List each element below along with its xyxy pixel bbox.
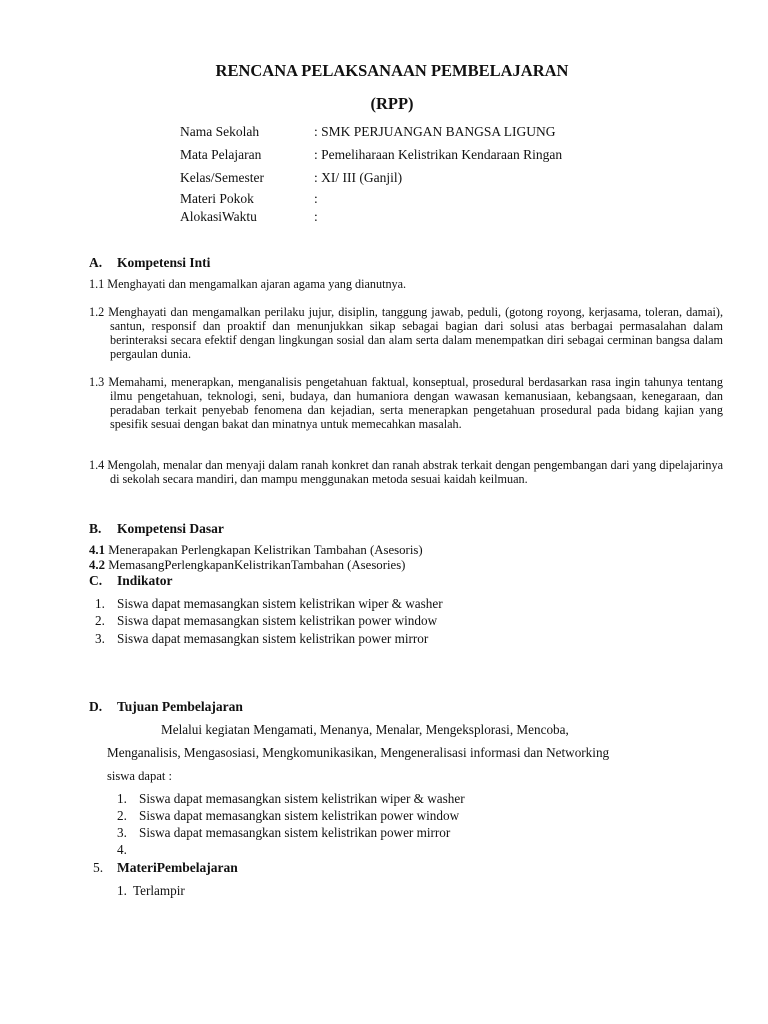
identity-label: Mata Pelajaran — [180, 147, 262, 162]
indicator-number: 2. — [95, 613, 105, 628]
kd-item-number: 4.1 — [89, 543, 105, 557]
indicator-text: Siswa dapat memasangkan sistem kelistrikan power window — [117, 613, 438, 628]
identity-label: Nama Sekolah — [180, 124, 260, 139]
identity-label: Kelas/Semester — [180, 170, 264, 185]
ki-item — [89, 375, 723, 431]
ki-item — [89, 277, 723, 291]
section-d-letter: D. — [89, 699, 103, 714]
section-5-heading: MateriPembelajaran — [117, 860, 238, 875]
ki-item-text: 1.1 Menghayati dan mengamalkan ajaran agama yang dianutnya. — [89, 277, 407, 291]
tujuan-text: Siswa dapat memasangkan sistem kelistrikan power window — [139, 808, 460, 823]
identity-value: : SMK PERJUANGAN BANGSA LIGUNG — [314, 124, 556, 139]
indicator-number: 1. — [95, 596, 105, 611]
tujuan-intro-line: siswa dapat : — [107, 769, 173, 783]
section-b-heading: Kompetensi Dasar — [117, 521, 224, 536]
ki-item — [89, 458, 723, 486]
section-c-heading: Indikator — [117, 573, 173, 588]
materi-text: Terlampir — [133, 883, 185, 898]
materi-number: 1. — [117, 883, 127, 898]
identity-value: : XI/ III (Ganjil) — [314, 170, 403, 185]
tujuan-intro-line: Menganalisis, Mengasosiasi, Mengkomunikasikan, Mengeneralisasi informasi dan Networking — [107, 745, 610, 760]
section-5-number: 5. — [93, 860, 104, 875]
tujuan-number: 1. — [117, 791, 127, 806]
tujuan-number: 4. — [117, 842, 127, 857]
tujuan-text: Siswa dapat memasangkan sistem kelistrikan wiper & washer — [139, 791, 465, 806]
section-b-letter: B. — [89, 521, 102, 536]
ki-item-text: 1.3 Memahami, menerapkan, menganalisis pengetahuan faktual, konseptual, prosedural berdasarkan rasa ingin tahunya tentang ilmu pengetahuan, teknologi, seni, budaya, dan humaniora dengan wawasan kemanusiaan, kebangsaan, kenegaraan, dan peradaban terkait penyebab fenomena dan kejadian, serta menerapkan pengetahuan prosedural pada bidang kajian yang spesifik sesuai dengan bakat dan minatnya untuk memecahkan masalah. — [89, 375, 723, 431]
section-a-letter: A. — [89, 255, 103, 270]
ki-item-text: 1.4 Mengolah, menalar dan menyaji dalam ranah konkret dan ranah abstrak terkait dengan pengembangan dari yang dipelajarinya di sekolah secara mandiri, dan mampu menggunakan metoda sesuai kaidah keilmuan. — [89, 458, 723, 486]
identity-label: AlokasiWaktu — [180, 209, 257, 224]
indicator-number: 3. — [95, 631, 105, 646]
document-title: RENCANA PELAKSANAAN PEMBELAJARAN — [215, 61, 569, 80]
document-subtitle: (RPP) — [370, 94, 414, 113]
kd-item-number: 4.2 — [89, 558, 105, 572]
section-c-letter: C. — [89, 573, 103, 588]
tujuan-number: 2. — [117, 808, 127, 823]
tujuan-number: 3. — [117, 825, 127, 840]
identity-value: : Pemeliharaan Kelistrikan Kendaraan Ringan — [314, 147, 563, 162]
indicator-text: Siswa dapat memasangkan sistem kelistrikan wiper & washer — [117, 596, 443, 611]
section-a-heading: Kompetensi Inti — [117, 255, 211, 270]
identity-value: : — [314, 209, 318, 224]
kd-item — [89, 558, 405, 573]
ki-item-text: 1.2 Menghayati dan mengamalkan perilaku jujur, disiplin, tanggung jawab, peduli, (gotong royong, kerjasama, toleran, damai), santun, responsif dan proaktif dan menunjukkan sikap sebagai bagian dari solusi atas berbagai permasalahan dalam berinteraksi secara efektif dengan lingkungan sosial dan alam serta dalam menempatkan diri sebagai cerminan bangsa dalam pergaulan dunia. — [89, 305, 723, 361]
tujuan-intro-line: Melalui kegiatan Mengamati, Menanya, Menalar, Mengeksplorasi, Mencoba, — [161, 722, 569, 737]
identity-value: : — [314, 191, 318, 206]
kd-item — [89, 543, 423, 558]
identity-label: Materi Pokok — [180, 191, 254, 206]
kd-item-text: Menerapakan Perlengkapan Kelistrikan Tambahan (Asesoris) — [105, 543, 423, 557]
tujuan-text: Siswa dapat memasangkan sistem kelistrikan power mirror — [139, 825, 451, 840]
ki-item — [89, 305, 723, 361]
indicator-text: Siswa dapat memasangkan sistem kelistrikan power mirror — [117, 631, 429, 646]
section-d-heading: Tujuan Pembelajaran — [117, 699, 243, 714]
kd-item-text: MemasangPerlengkapanKelistrikanTambahan (Asesories) — [105, 558, 406, 572]
